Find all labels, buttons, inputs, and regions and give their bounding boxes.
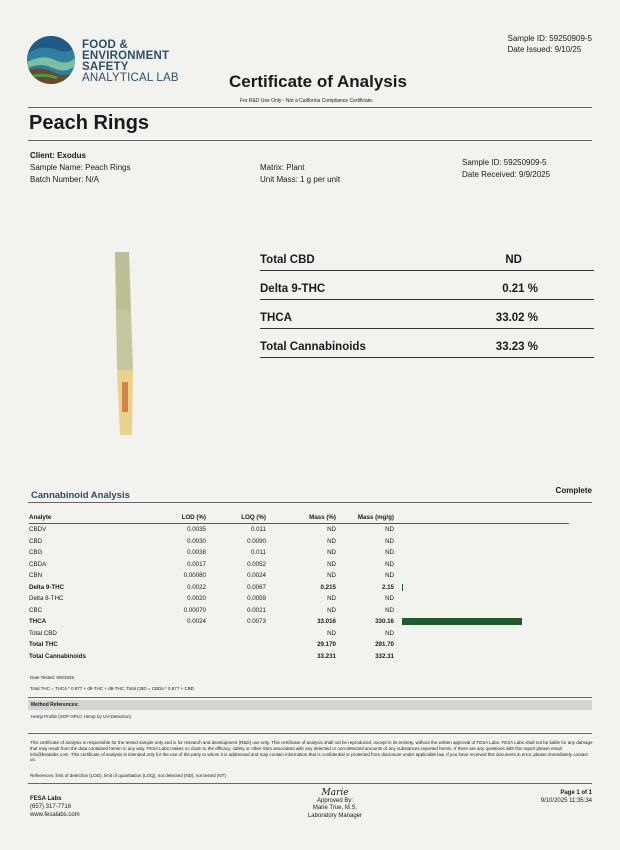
references: References: limit of detection (LOD), limit of quantitation (LOQ), not detected (ND), not tested (NT)	[30, 773, 226, 778]
table-cell: 0.0020	[187, 595, 206, 603]
pre-roll-image	[105, 250, 145, 445]
table-cell: ND	[327, 572, 336, 580]
table-cell	[394, 524, 569, 536]
table-cell	[206, 628, 266, 640]
method-text: Hemp Profile (SOP HPLC Hemp by UV-Detection)	[31, 714, 131, 719]
table-cell: 0.0024	[187, 618, 206, 626]
table-cell: Delta 9-THC	[29, 583, 65, 591]
section-title: Cannabinoid Analysis	[31, 490, 130, 501]
table-cell: ND	[385, 537, 394, 545]
table-cell: Total THC	[29, 641, 58, 649]
table-cell: 33.016	[317, 618, 336, 626]
disclaimer: This certificate of analysis is responsible for the tested sample only and is for research and development (R&D) use only. This certificate of analysis shall not be reproduced, except in its entirety, without the written approval of FESA Labs. FESA Labs shall not be liable for any damage that may result from the data contained herein in any way. FESA Labs makes no claim to the efficacy, safety or other risks associated with any detected or non-detected amounts of any substances reported herein. If there are any questions with this report please email info@fesalabs.com. This certificate of analysis is intended only for the use of the party to whom it is addressed and may contain information that is confidential or protected from disclosure under applicable law. If you have received this document in error, please immediately contact us.	[30, 740, 593, 763]
table-cell	[144, 651, 206, 663]
divider	[28, 107, 592, 108]
table-cell: Total CBD	[29, 629, 57, 637]
divider	[28, 697, 592, 698]
client-info: Client: Exodus Sample Name: Peach Rings Batch Number: N/A	[30, 151, 131, 184]
table-cell: ND	[327, 560, 336, 568]
method-title: Method References:	[31, 702, 79, 708]
summary-row: Total Cannabinoids 33.23 %	[260, 331, 594, 358]
table-cell: 291.70	[375, 641, 394, 649]
table-cell: 0.0067	[247, 583, 266, 591]
divider	[28, 140, 592, 141]
table-cell: ND	[327, 526, 336, 534]
table-cell: 0.215	[320, 583, 336, 591]
table-cell: 0.0017	[187, 560, 206, 568]
table-row	[29, 593, 569, 605]
divider	[28, 783, 592, 784]
table-row	[29, 536, 569, 548]
table-cell: CBDA	[29, 560, 47, 568]
result-bar	[402, 584, 403, 591]
table-cell: ND	[327, 606, 336, 614]
table-row	[29, 628, 569, 640]
table-cell: 332.31	[375, 652, 394, 660]
table-cell: ND	[327, 629, 336, 637]
table-cell: 0.0073	[247, 618, 266, 626]
table-cell: 330.16	[375, 618, 394, 626]
table-cell	[394, 628, 569, 640]
table-cell: THCA	[29, 618, 47, 626]
status-badge: Complete	[555, 486, 592, 495]
date-tested: Date Tested: 9/9/2025	[30, 675, 74, 680]
table-cell: 0.0038	[187, 549, 206, 557]
table-cell: 0.011	[250, 526, 266, 534]
cannabinoid-table	[29, 513, 569, 662]
table-cell: 0.0052	[247, 560, 266, 568]
result-bar	[402, 618, 522, 625]
table-row	[29, 651, 569, 663]
signature: Marie	[321, 788, 349, 798]
table-cell: ND	[327, 549, 336, 557]
table-cell: 0.011	[250, 549, 266, 557]
method-header	[28, 700, 592, 710]
table-cell	[394, 570, 569, 582]
table-row	[29, 639, 569, 651]
table-cell	[206, 639, 266, 651]
table-cell: 0.0090	[247, 537, 266, 545]
table-row	[29, 547, 569, 559]
table-cell: 0.0022	[187, 583, 206, 591]
table-cell	[144, 639, 206, 651]
page-info: Page 1 of 1 9/10/2025 11:35:34	[540, 790, 592, 804]
formula-note: Total THC = THCa * 0.877 + d9-THC + d8-THC; Total CBD = CBDa * 0.877 + CBD	[30, 686, 194, 691]
table-cell: 33.231	[317, 652, 336, 660]
table-cell: 0.00080	[183, 572, 206, 580]
divider	[28, 502, 592, 503]
table-row	[29, 570, 569, 582]
table-cell: 0.00070	[183, 606, 206, 614]
table-cell	[394, 547, 569, 559]
table-cell	[206, 651, 266, 663]
table-cell: 0.0035	[187, 526, 206, 534]
table-cell: ND	[385, 629, 394, 637]
approval-block: Marie Approved By: Marie True, M.S. Laboratory Manager	[300, 790, 370, 820]
table-cell: CBD	[29, 537, 43, 545]
sample-info: Sample ID: 59250909-5 Date Received: 9/9/2025	[462, 158, 551, 179]
product-name: Peach Rings	[29, 112, 150, 134]
table-row	[29, 559, 569, 571]
table-cell: ND	[327, 595, 336, 603]
divider	[28, 733, 592, 734]
table-row	[29, 605, 569, 617]
table-cell: CBN	[29, 572, 43, 580]
footer-lab: FESA Labs (657) 317-7716 www.fesalabs.com	[30, 796, 80, 818]
table-cell: CBG	[29, 549, 43, 557]
table-cell: CBC	[29, 606, 43, 614]
table-cell: Delta 8-THC	[29, 595, 64, 603]
page-title: Certificate of Analysis	[229, 72, 407, 91]
table-cell: ND	[327, 537, 336, 545]
summary-row: THCA 33.02 %	[260, 302, 594, 329]
lab-name: FOOD & ENVIRONMENT SAFETY ANALYTICAL LAB	[82, 39, 179, 84]
table-row	[29, 616, 569, 628]
table-cell: 2.15	[381, 583, 394, 591]
table-cell: ND	[385, 572, 394, 580]
table-cell: ND	[385, 606, 394, 614]
table-cell: 0.0021	[247, 606, 266, 614]
table-row	[29, 582, 569, 594]
table-cell	[144, 628, 206, 640]
summary-row: Total CBD ND	[260, 244, 594, 271]
table-cell	[394, 651, 569, 663]
table-cell: 0.0024	[247, 572, 266, 580]
table-cell: 29.170	[317, 641, 336, 649]
table-cell	[394, 536, 569, 548]
table-cell: ND	[385, 549, 394, 557]
table-cell	[394, 582, 569, 594]
table-cell: Total Cannabinoids	[29, 652, 86, 660]
table-cell	[394, 559, 569, 571]
sample-id-header: Sample ID: 59250909-5 Date Issued: 9/10/25	[507, 34, 592, 54]
table-cell: 0.0059	[247, 595, 266, 603]
table-cell	[394, 593, 569, 605]
table-cell: ND	[385, 595, 394, 603]
table-row	[29, 524, 569, 536]
use-note: For R&D Use Only - Not a California Compliance Certificate.	[240, 98, 374, 104]
table-cell: CBDV	[29, 526, 47, 534]
summary-row: Delta 9-THC 0.21 %	[260, 273, 594, 300]
fesa-logo-icon	[27, 36, 75, 84]
table-cell	[394, 605, 569, 617]
table-cell: ND	[385, 526, 394, 534]
table-cell	[394, 639, 569, 651]
table-header: Analyte LOD (%) LOQ (%) Mass (%) Mass (mg/g)	[29, 513, 569, 524]
table-cell: ND	[385, 560, 394, 568]
matrix-info: Matrix: Plant Unit Mass: 1 g per unit	[260, 163, 341, 184]
table-cell: 0.0030	[187, 537, 206, 545]
table-cell	[394, 616, 569, 628]
